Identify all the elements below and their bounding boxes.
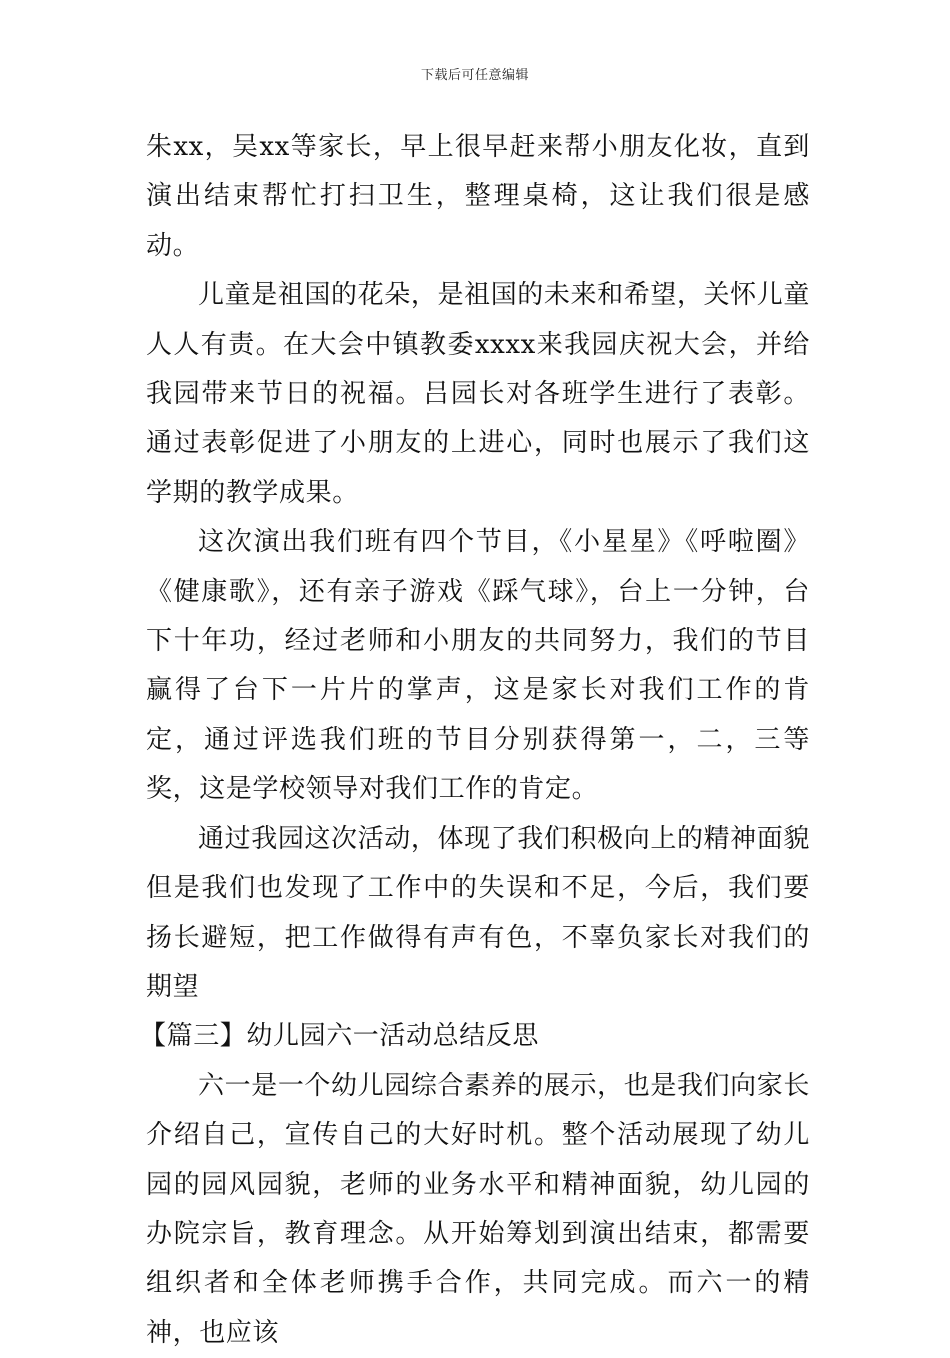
paragraph-children-day: 儿童是祖国的花朵，是祖国的未来和希望，关怀儿童人人有责。在大会中镇教委xxxx来我园庆祝大会，并给我园带来节日的祝福。吕园长对各班学生进行了表彰。通过表彰促进了小朋友的上进心，同时也展示了我们这学期的教学成果。 [146,280,810,508]
paragraph-summary: 六一是一个幼儿园综合素养的展示，也是我们向家长介绍自己，宣传自己的大好时机。整个活动展现了幼儿园的园风园貌，老师的业务水平和精神面貌，幼儿园的办院宗旨，教育理念。从开始筹划到演出结束，都需要组织者和全体老师携手合作，共同完成。而六一的精神，也应该 [146,1070,810,1348]
paragraph-reflection: 通过我园这次活动，体现了我们积极向上的精神面貌但是我们也发现了工作中的失误和不足，今后，我们要扬长避短，把工作做得有声有色，不辜负家长对我们的期望 [146,823,810,1002]
page-header: 下载后可任意编辑 [420,68,529,83]
paragraph-continuation: 朱xx，吴xx等家长，早上很早赶来帮小朋友化妆，直到演出结束帮忙打扫卫生，整理桌椅，这让我们很是感动。 [146,132,810,261]
paragraph-performance: 这次演出我们班有四个节目，《小星星》《呼啦圈》《健康歌》，还有亲子游戏《踩气球》，台上一分钟，台下十年功，经过老师和小朋友的共同努力，我们的节目赢得了台下一片片的掌声，这是家长对我们工作的肯定，通过评选我们班的节目分别获得第一，二，三等奖，这是学校领导对我们工作的肯定。 [146,527,810,805]
document-body [140,123,810,1358]
section-heading: 【篇三】幼儿园六一活动总结反思 [140,1021,540,1052]
